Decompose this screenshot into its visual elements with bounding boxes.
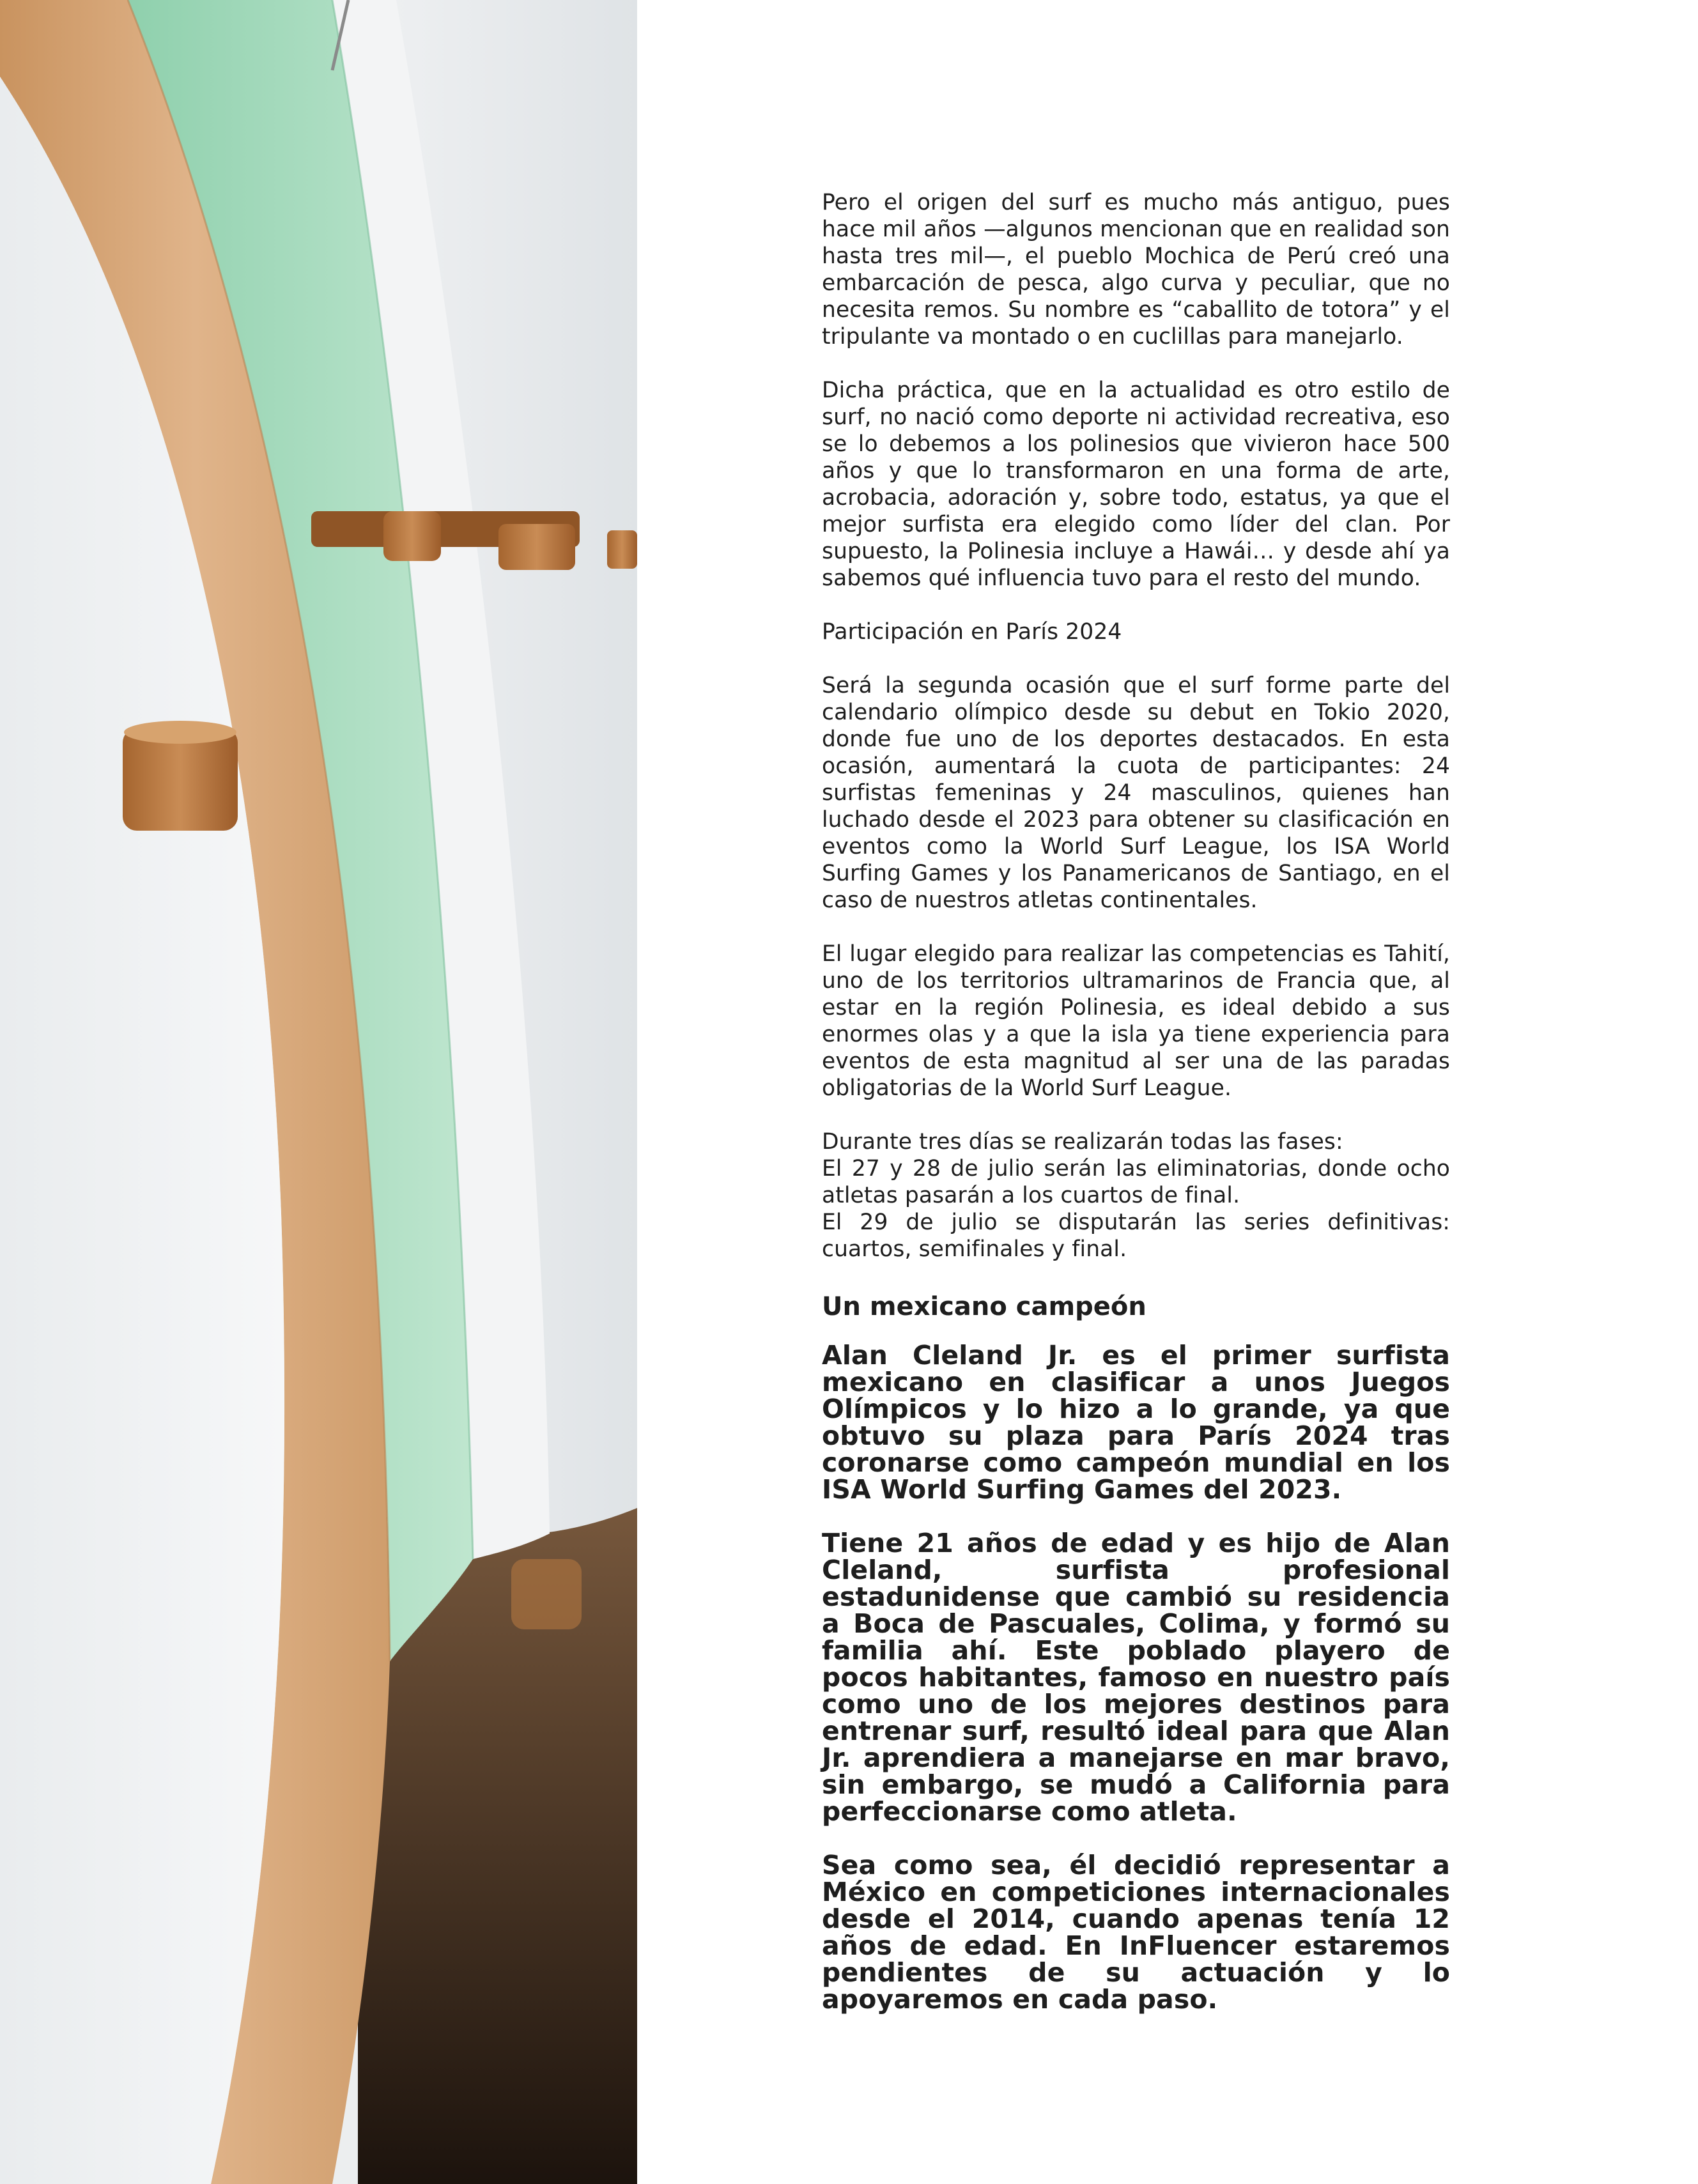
paragraph-olympic-calendar: Será la segunda ocasión que el surf forme parte del calendario olímpico desde su debut en Tokio 2020, donde fue uno de los deportes destacados. En esta ocasión, aumentará la cuota de participantes: 24 surfistas femeninas y 24 masculinos, quienes han luchado desde el 2023 para obtener su clasificación en eventos como la World Surf League, los ISA World Surfing Games y los Panamericanos de Santiago, en el caso de nuestros atletas continentales. [822, 673, 1450, 913]
schedule-eliminations: El 27 y 28 de julio serán las eliminatorias, donde ocho atletas pasarán a los cuartos de final. [822, 1156, 1450, 1208]
schedule-intro: Durante tres días se realizarán todas las fases: [822, 1129, 1343, 1155]
lead-paragraph-family: Tiene 21 años de edad y es hijo de Alan Cleland, surfista profesional estadunidense que cambió su residencia a Boca de Pascuales, Colima, y formó su familia ahí. Este poblado playero de pocos habitantes, famoso en nuestro país como uno de los mejores destinos para entrenar surf, resultó ideal para que Alan Jr. aprendiera a manejarse en mar bravo, sin embargo, se mudó a California para perfeccionarse como atleta. [822, 1528, 1450, 1827]
schedule-finals: El 29 de julio se disputarán las series definitivas: cuartos, semifinales y final. [822, 1210, 1450, 1262]
section-heading: Un mexicano campeón [822, 1292, 1146, 1321]
lead-paragraph-cleland: Alan Cleland Jr. es el primer surfista mexicano en clasificar a unos Juegos Olímpicos y lo hizo a lo grande, ya que obtuvo su plaza para París 2024 tras coronarse como campeón mundial en los ISA World Surfing Games del 2023. [822, 1340, 1450, 1505]
surfboard-photo [0, 0, 637, 2184]
lead-paragraph-closing: Sea como sea, él decidió representar a México en competiciones internacionales desde el 2014, cuando apenas tenía 12 años de edad. En InFluencer estaremos pendientes de su actuación y lo apoyaremos en cada paso. [822, 1850, 1450, 2015]
surfboard-illustration [0, 0, 637, 2184]
wood-peg-lower [123, 721, 238, 831]
paragraph-tahiti: El lugar elegido para realizar las competencias es Tahití, uno de los territorios ultramarinos de Francia que, al estar en la región Polinesia, es ideal debido a sus enormes olas y a que la isla ya tiene experiencia para eventos de esta magnitud al ser una de las paradas obligatorias de la World Surf League. [822, 941, 1450, 1101]
article-column [822, 189, 1450, 2013]
subheading-paris-2024: Participación en París 2024 [822, 619, 1122, 645]
paragraph-origin: Pero el origen del surf es mucho más antiguo, pues hace mil años —algunos mencionan que en realidad son hasta tres mil—, el pueblo Mochica de Perú creó una embarcación de pesca, algo curva y peculiar, que no necesita remos. Su nombre es “caballito de totora” y el tripulante va montado o en cuclillas para manejarlo. [822, 190, 1450, 350]
paragraph-polynesia: Dicha práctica, que en la actualidad es otro estilo de surf, no nació como deporte ni actividad recreativa, eso se lo debemos a los polinesios que vivieron hace 500 años y que lo transformaron en una forma de arte, acrobacia, adoración y, sobre todo, estatus, ya que el mejor surfista era elegido como líder del clan. Por supuesto, la Polinesia incluye a Hawái… y desde ahí ya sabemos qué influencia tuvo para el resto del mundo. [822, 378, 1450, 591]
